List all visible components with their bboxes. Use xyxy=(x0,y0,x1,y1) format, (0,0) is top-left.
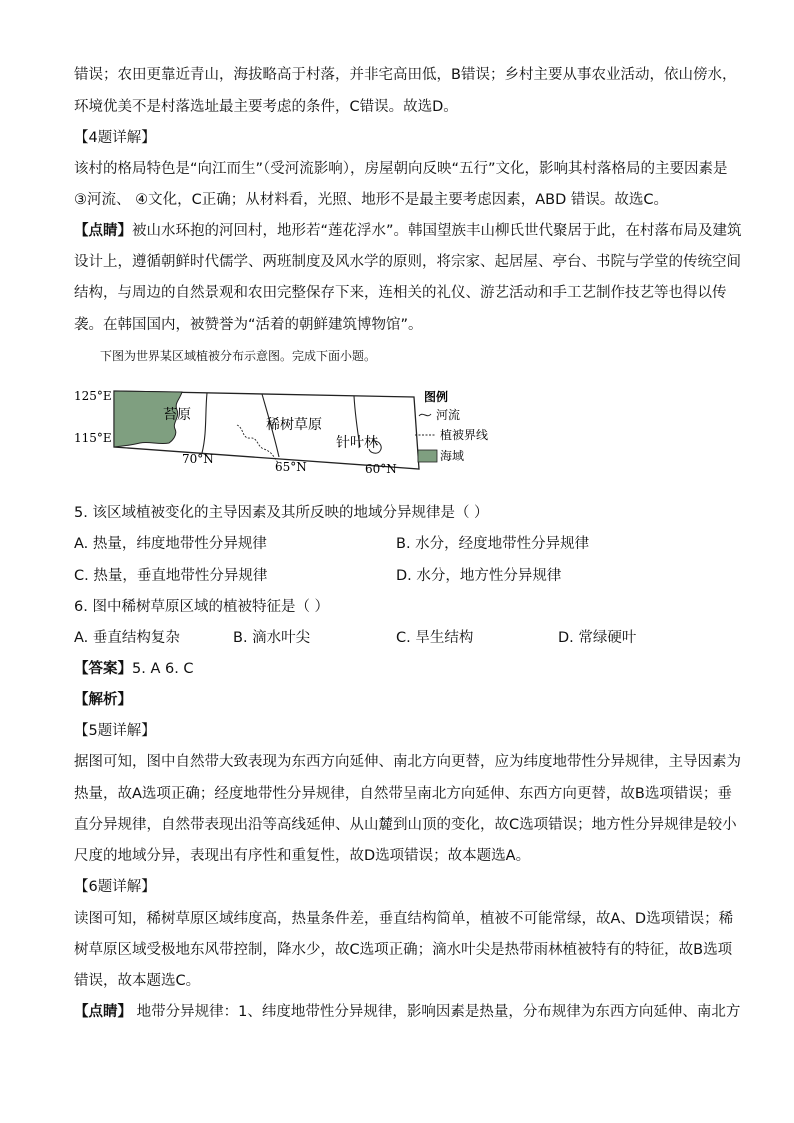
map-caption: 下图为世界某区域植被分布示意图。完成下面小题。 xyxy=(100,349,377,363)
paragraph-line: 错误；农田更靠近青山，海拔略高于村落，并非宅高田低，B错误；乡村主要从事农业活动，依山傍水， xyxy=(74,67,737,83)
q6-option-a[interactable]: A. 垂直结构复杂 xyxy=(74,630,180,646)
q6-explanation-line: 错误，故本题选C。 xyxy=(74,973,201,989)
q5-option-c[interactable]: C. 热量，垂直地带性分异规律 xyxy=(74,568,268,584)
q4-explanation-line: 该村的格局特色是“向江而生”（受河流影响），房屋朝向反映“五行”文化，影响其村落格局的主要因素是 xyxy=(74,161,728,177)
answer-label: 【答案】 xyxy=(74,661,132,677)
answer-line xyxy=(74,659,724,679)
q5-option-b[interactable]: B. 水分，经度地带性分异规律 xyxy=(396,536,590,552)
analysis-heading: 【解析】 xyxy=(74,692,132,708)
q6-option-d[interactable]: D. 常绿硬叶 xyxy=(558,630,637,646)
latitude-label: 70°N xyxy=(182,452,214,466)
tip-label: 【点睛】 xyxy=(74,223,132,239)
q5-explanation-line: 尺度的地域分异，表现出有序性和重复性，故D选项错误；故本题选A。 xyxy=(74,848,531,864)
q5-stem: 5. 该区域植被变化的主导因素及其所反映的地域分异规律是（ ） xyxy=(74,505,489,521)
legend-river-icon xyxy=(419,414,431,416)
zone-label: 稀树草原 xyxy=(266,417,322,433)
longitude-label: 115°E xyxy=(74,431,112,445)
tip-paragraph xyxy=(74,1002,741,1022)
tip-line: 袭。在韩国国内，被赞誉为“活着的朝鲜建筑博物馆”。 xyxy=(74,317,423,333)
legend-title: 图例 xyxy=(424,390,449,404)
q5-explanation-line: 直分异规律，自然带表现出沿等高线延伸、从山麓到山顶的变化，故C选项错误；地方性分异规律是较小 xyxy=(74,817,737,833)
q6-stem: 6. 图中稀树草原区域的植被特征是（ ） xyxy=(74,599,330,615)
answer-text: 5. A 6. C xyxy=(132,661,194,677)
tip-paragraph xyxy=(74,221,742,241)
legend-sea-icon xyxy=(418,450,437,462)
q6-option-b[interactable]: B. 滴水叶尖 xyxy=(233,630,311,646)
tip-text: 地带分异规律：1、纬度地带性分异规律，影响因素是热量，分布规律为东西方向延伸、南北方 xyxy=(132,1004,741,1020)
tip-text: 被山水环抱的河回村，地形若“莲花浮水”。韩国望族丰山柳氏世代聚居于此，在村落布局及建筑 xyxy=(132,223,742,239)
vegetation-boundary xyxy=(202,393,207,453)
legend-label: 植被界线 xyxy=(440,428,489,442)
zone-label: 针叶林 xyxy=(336,435,378,451)
tip-line: 设计上，遵循朝鲜时代儒学、两班制度及风水学的原则，将宗家、起居屋、亭台、书院与学堂的传统空间 xyxy=(74,254,741,270)
q4-explanation-line: ③河流、 ④文化，C正确；从材料看，光照、地形不是最主要考虑因素，ABD 错误。故选C。 xyxy=(74,192,668,208)
q5-option-a[interactable]: A. 热量，纬度地带性分异规律 xyxy=(74,536,267,552)
q5-explanation-line: 据图可知，图中自然带大致表现为东西方向延伸、南北方向更替，应为纬度地带性分异规律，主导因素为 xyxy=(74,754,741,770)
q6-heading: 【6题详解】 xyxy=(74,879,156,895)
q5-explanation-line: 热量，故A选项正确；经度地带性分异规律，自然带呈南北方向延伸、东西方向更替，故B选项错误；垂 xyxy=(74,786,732,802)
q6-explanation-line: 读图可知，稀树草原区域纬度高，热量条件差，垂直结构简单，植被不可能常绿，故A、D选项错误；稀 xyxy=(74,911,734,927)
vegetation-map xyxy=(74,383,504,473)
q5-heading: 【5题详解】 xyxy=(74,723,156,739)
legend-label: 河流 xyxy=(436,408,461,422)
tip-line: 结构，与周边的自然景观和农田完整保存下来，连相关的礼仪、游艺活动和手工艺制作技艺等也得以传 xyxy=(74,285,727,301)
longitude-label: 125°E xyxy=(74,389,112,403)
q4-heading: 【4题详解】 xyxy=(74,130,156,146)
paragraph-line: 环境优美不是村落选址最主要考虑的条件，C错误。故选D。 xyxy=(74,99,458,115)
q6-option-c[interactable]: C. 旱生结构 xyxy=(396,630,474,646)
q5-option-d[interactable]: D. 水分，地方性分异规律 xyxy=(396,568,562,584)
latitude-label: 60°N xyxy=(365,462,397,473)
legend-label: 海域 xyxy=(440,449,465,463)
latitude-label: 65°N xyxy=(275,460,307,473)
q6-explanation-line: 树草原区域受极地东风带控制，降水少，故C选项正确；滴水叶尖是热带雨林植被特有的特征，故B选项 xyxy=(74,942,733,958)
tip-label: 【点睛】 xyxy=(74,1004,132,1020)
zone-label: 苔原 xyxy=(163,407,191,423)
